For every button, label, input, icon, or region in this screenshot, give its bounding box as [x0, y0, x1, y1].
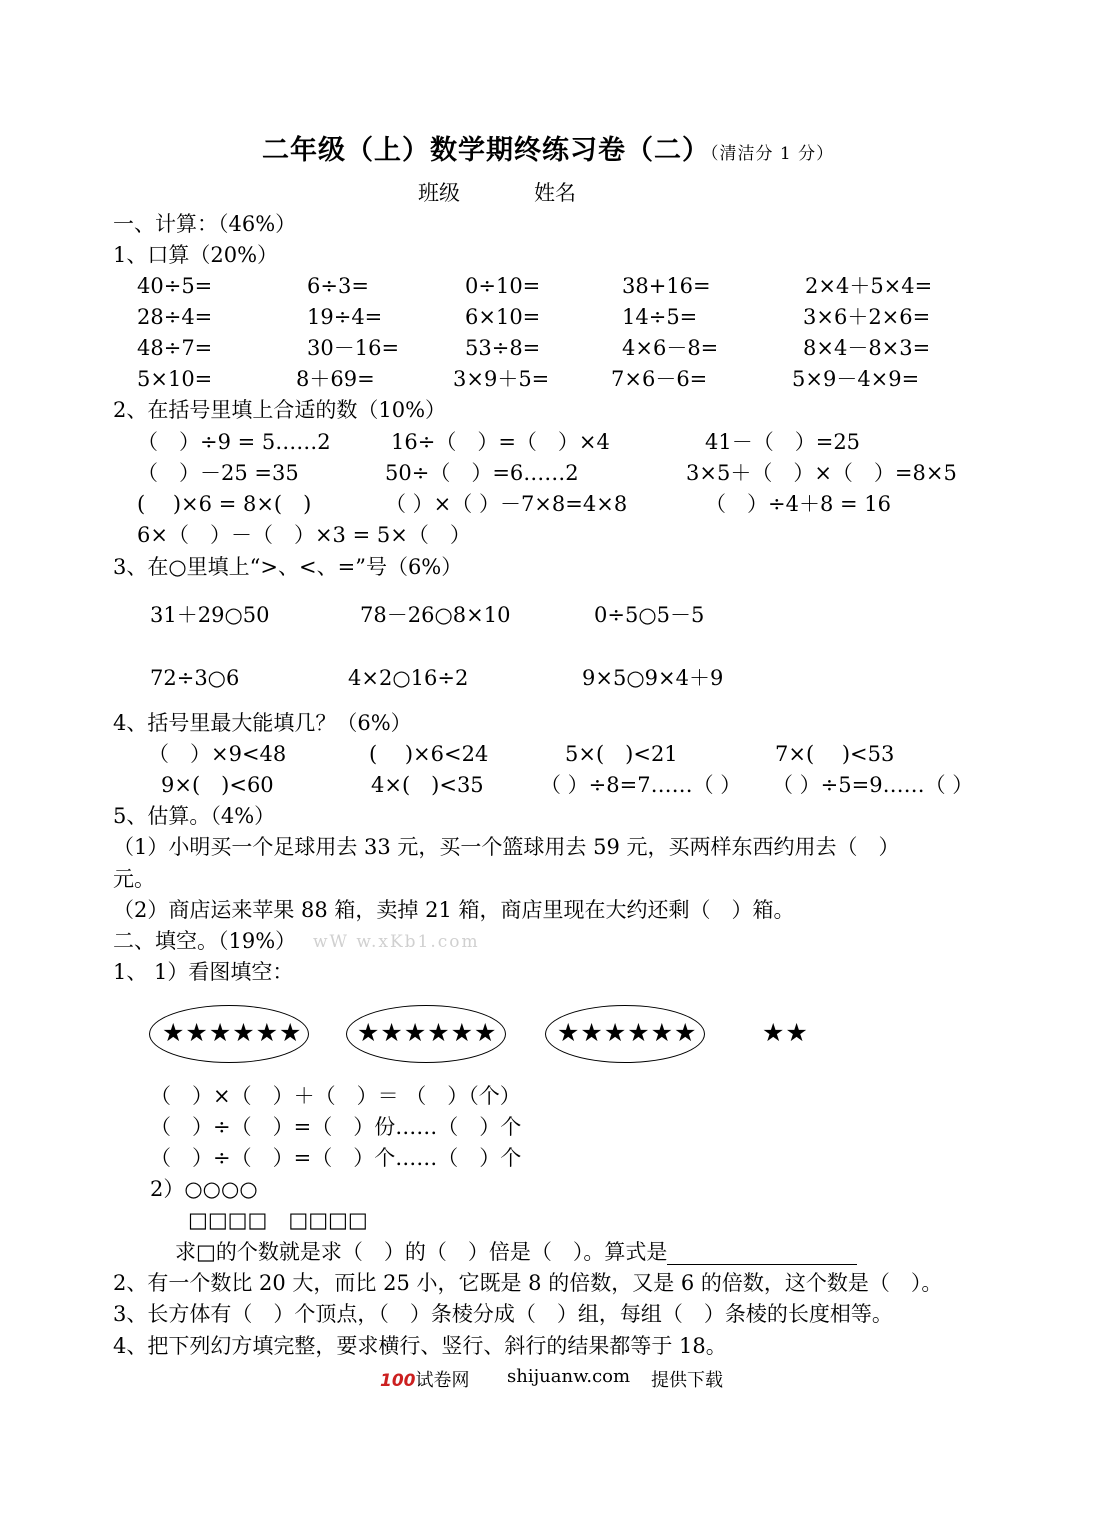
part2-heading: 二、填空。（19%）: [113, 929, 297, 953]
fill-r1c3: 41－（ ）=25: [705, 430, 861, 454]
star-group-3: ★★★★★★: [557, 1018, 698, 1047]
calc-r2c1: 28÷4=: [137, 305, 213, 329]
max-r2c3: （ ）÷8=7……（ ）: [540, 773, 742, 797]
calc-r1c2: 6÷3=: [307, 274, 369, 298]
max-r1c2: ( )×6<24: [369, 742, 489, 766]
calc-r2c5: 3×6＋2×6=: [803, 305, 931, 329]
max-r2c4: （ ）÷5=9……（ ）: [772, 773, 974, 797]
calc-r3c1: 48÷7=: [137, 336, 213, 360]
sub2-question-text: 求□的个数就是求（ ）的（ ）倍是（ ）。算式是: [175, 1240, 668, 1264]
extra-stars: ★★: [762, 1018, 809, 1047]
calc-r1c5: 2×4＋5×4=: [805, 274, 933, 298]
formula-answer-line[interactable]: [667, 1242, 857, 1265]
star-group-2: ★★★★★★: [357, 1018, 498, 1047]
footer: [380, 1366, 470, 1392]
footer-domain: shijuanw.com: [507, 1366, 631, 1387]
p2q3: 3、长方体有（ ）个顶点，（ ）条棱分成（ ）组，每组（ ）条棱的长度相等。: [113, 1302, 893, 1326]
part1-heading: 一、计算：（46%）: [113, 212, 297, 236]
max-r1c4: 7×( )<53: [775, 742, 895, 766]
title-text: 二年级（上）数学期终练习卷（二）: [262, 135, 710, 166]
watermark: wW w.xKb1.com: [313, 932, 480, 952]
max-r2c2: 4×( )<35: [371, 773, 484, 797]
q5-item1-line1: （1）小明买一个足球用去 33 元，买一个篮球用去 59 元，买两样东西约用去（ ）: [113, 835, 900, 859]
p2q2: 2、有一个数比 20 大，而比 25 小，它既是 8 的倍数，又是 6 的倍数，这个数是（ ）。: [113, 1271, 943, 1295]
footer-note: 提供下载: [651, 1370, 723, 1391]
class-label: 班级: [418, 181, 460, 205]
fill-r4c1: 6×（ ）－（ ）×3 = 5×（ ）: [137, 523, 471, 547]
calc-r4c1: 5×10=: [137, 367, 213, 391]
compare-r1c3: 0÷5○5－5: [594, 603, 705, 627]
calc-r3c4: 4×6－8=: [622, 336, 719, 360]
star-eq-2: （ ）÷（ ）=（ ）份……（ ）个: [150, 1115, 522, 1139]
footer-site-name: 试卷网: [415, 1370, 470, 1391]
max-r1c3: 5×( )<21: [565, 742, 678, 766]
sub2-circles: 2）○○○○: [150, 1177, 258, 1201]
q5-item2: （2）商店运来苹果 88 箱，卖掉 21 箱，商店里现在大约还剩（ ）箱。: [113, 898, 795, 922]
compare-r2c1: 72÷3○6: [150, 666, 240, 690]
q1-heading: 1、口算（20%）: [113, 243, 279, 267]
title-note: （清洁分 1 分）: [710, 144, 835, 164]
calc-r3c5: 8×4－8×3=: [803, 336, 931, 360]
q5-item1-line2: 元。: [113, 867, 155, 891]
calc-r2c4: 14÷5=: [622, 305, 698, 329]
compare-r2c3: 9×5○9×4＋9: [582, 666, 724, 690]
q5-heading: 5、估算。（4%）: [113, 804, 276, 828]
calc-r3c3: 53÷8=: [465, 336, 541, 360]
fill-r3c1: ( )×6 = 8×( ): [137, 492, 312, 516]
calc-r3c2: 30－16=: [307, 336, 400, 360]
q3-heading: 3、在○里填上“>、<、=”号（6%）: [113, 555, 463, 579]
compare-r1c2: 78－26○8×10: [360, 603, 511, 627]
fill-r2c1: （ ）－25 =35: [137, 461, 299, 485]
fill-r3c3: （ ）÷4＋8 = 16: [705, 492, 891, 516]
fill-r2c2: 50÷（ ）=6……2: [385, 461, 579, 485]
site-logo: 100: [380, 1371, 416, 1391]
compare-r1c1: 31＋29○50: [150, 603, 270, 627]
fill-r2c3: 3×5＋（ ）×（ ）=8×5: [686, 461, 957, 485]
p2q4: 4、把下列幻方填完整，要求横行、竖行、斜行的结果都等于 18。: [113, 1334, 727, 1358]
sub2-question: [175, 1239, 857, 1265]
q2-heading: 2、在括号里填上合适的数（10%）: [113, 398, 447, 422]
sub2-squares: □□□□ □□□□: [188, 1208, 368, 1232]
calc-r4c3: 3×9＋5=: [453, 367, 550, 391]
calc-r2c2: 19÷4=: [307, 305, 383, 329]
calc-r2c3: 6×10=: [465, 305, 541, 329]
max-r1c1: （ ）×9<48: [148, 742, 287, 766]
star-eq-1: （ ）×（ ）＋（ ）＝ （ ）（个）: [150, 1084, 521, 1108]
calc-r1c1: 40÷5=: [137, 274, 213, 298]
q4-heading: 4、括号里最大能填几？（6%）: [113, 711, 412, 735]
calc-r1c3: 0÷10=: [465, 274, 541, 298]
fill-r1c1: （ ）÷9 = 5……2: [137, 430, 331, 454]
star-group-1: ★★★★★★: [162, 1018, 303, 1047]
p2q1-heading: 1、 1）看图填空：: [113, 960, 294, 984]
calc-r1c4: 38+16=: [622, 274, 711, 298]
calc-r4c5: 5×9－4×9=: [792, 367, 920, 391]
max-r2c1: 9×( )<60: [161, 773, 274, 797]
star-eq-3: （ ）÷（ ）=（ ）个……（ ）个: [150, 1146, 522, 1170]
fill-r3c2: （ ）×（ ）－7×8=4×8: [385, 492, 628, 516]
compare-r2c2: 4×2○16÷2: [348, 666, 469, 690]
calc-r4c4: 7×6－6=: [611, 367, 708, 391]
name-label: 姓名: [534, 181, 576, 205]
calc-r4c2: 8＋69=: [296, 367, 375, 391]
fill-r1c2: 16÷（ ）=（ ）×4: [391, 430, 610, 454]
page-title: [262, 128, 834, 167]
